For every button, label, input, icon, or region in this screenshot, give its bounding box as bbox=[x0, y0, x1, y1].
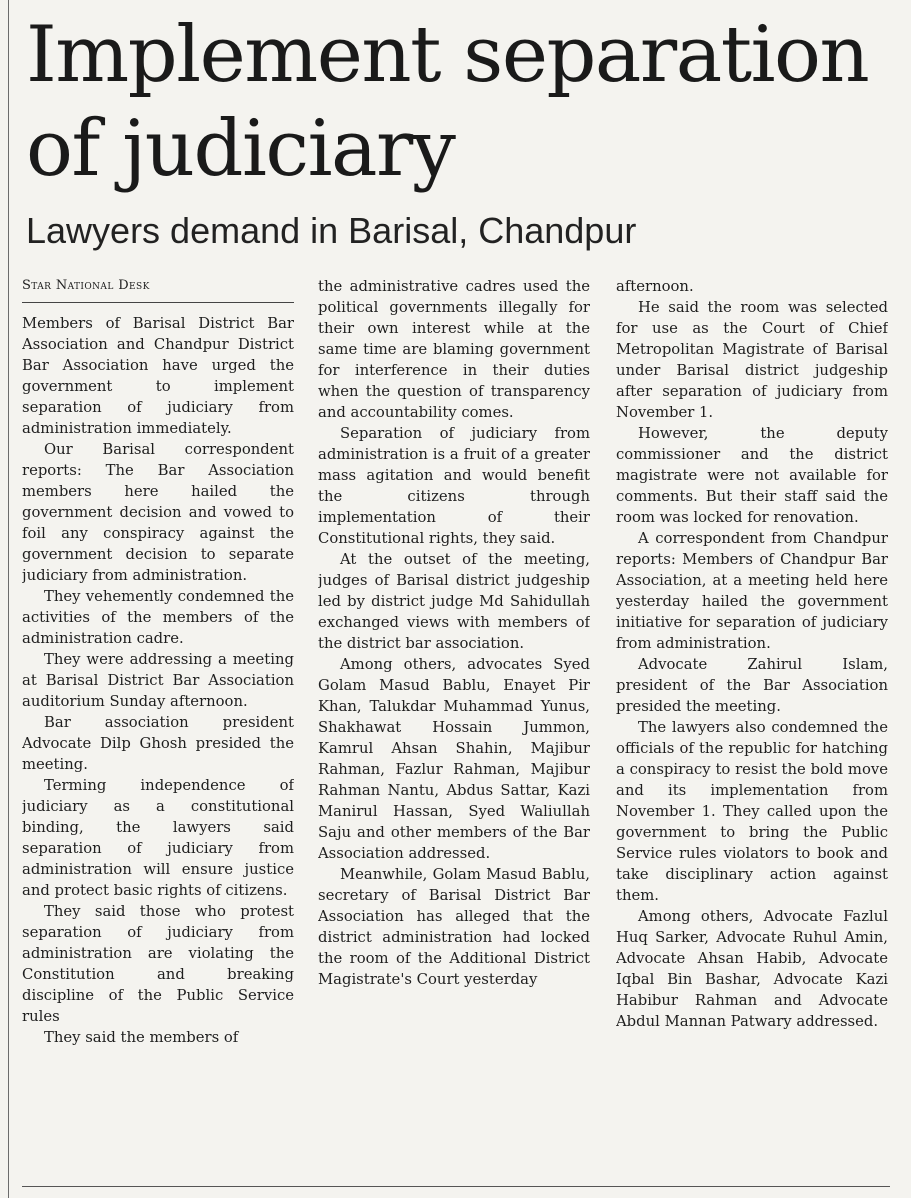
left-column-rule bbox=[8, 0, 9, 1198]
paragraph: They said the members of bbox=[44, 1029, 239, 1046]
column-2 bbox=[318, 276, 590, 1166]
paragraph: They said those who protest separation of judiciary from administration are violating the Constitution and breaking discipline of the Public Service rules bbox=[22, 903, 294, 1025]
paragraph: afternoon. bbox=[616, 278, 694, 295]
paragraph: Terming independence of judiciary as a constitutional binding, the lawyers said separation of judiciary from administration will ensure justice and protect basic rights of citizens. bbox=[22, 777, 294, 899]
paragraph: A correspondent from Chandpur reports: Members of Chandpur Bar Association, at a meeting held here yesterday hailed the government initiative for separation of judiciary from administration. bbox=[616, 530, 888, 652]
paragraph: Members of Barisal District Bar Association and Chandpur District Bar Association have urged the government to implement separation of judiciary from administration immediately. bbox=[22, 315, 294, 437]
column-1 bbox=[22, 276, 294, 1166]
paragraph: Advocate Zahirul Islam, president of the Bar Association presided the meeting. bbox=[616, 656, 888, 715]
article-body bbox=[22, 276, 890, 1166]
paragraph: However, the deputy commissioner and the district magistrate were not available for comments. But their staff said the room was locked for renovation. bbox=[616, 425, 888, 526]
paragraph: They vehemently condemned the activities of the members of the administration cadre. bbox=[22, 588, 294, 647]
paragraph: Our Barisal correspondent reports: The Bar Association members here hailed the government decision and vowed to foil any conspiracy against the government decision to separate judiciary from administration. bbox=[22, 441, 294, 584]
paragraph: They were addressing a meeting at Barisal District Bar Association auditorium Sunday afternoon. bbox=[22, 651, 294, 710]
bottom-rule bbox=[22, 1186, 890, 1187]
paragraph: At the outset of the meeting, judges of Barisal district judgeship led by district judge Md Sahidullah exchanged views with members of the district bar association. bbox=[318, 551, 590, 652]
subheadline: Lawyers demand in Barisal, Chandpur bbox=[26, 210, 637, 251]
paragraph: Separation of judiciary from administration is a fruit of a greater mass agitation and would benefit the citizens through implementation of their Constitutional rights, they said. bbox=[318, 425, 590, 547]
paragraph: Bar association president Advocate Dilp Ghosh presided the meeting. bbox=[22, 714, 294, 773]
byline: Star National Desk bbox=[22, 276, 294, 303]
paragraph: Among others, Advocate Fazlul Huq Sarker, Advocate Ruhul Amin, Advocate Ahsan Habib, Advocate Iqbal Bin Bashar, Advocate Kazi Habibur Rahman and Advocate Abdul Mannan Patwary addressed. bbox=[616, 908, 888, 1030]
headline: Implement separation of judiciary bbox=[26, 10, 869, 194]
paragraph: the administrative cadres used the political governments illegally for their own interest while at the same time are blaming government for interference in their duties when the question of transparency and accountability comes. bbox=[318, 278, 590, 421]
paragraph: The lawyers also condemned the officials of the republic for hatching a conspiracy to resist the bold move and its implementation from November 1. They called upon the government to bring the Public Service rules violators to book and take disciplinary action against them. bbox=[616, 719, 888, 904]
column-3 bbox=[616, 276, 888, 1166]
paragraph: Meanwhile, Golam Masud Bablu, secretary of Barisal District Bar Association has alleged that the district administration had locked the room of the Additional District Magistrate's Court yesterday bbox=[318, 866, 590, 988]
paragraph: He said the room was selected for use as the Court of Chief Metropolitan Magistrate of Barisal under Barisal district judgeship after separation of judiciary from November 1. bbox=[616, 299, 888, 421]
paragraph: Among others, advocates Syed Golam Masud Bablu, Enayet Pir Khan, Talukdar Muhammad Yunus, Shakhawat Hossain Jummon, Kamrul Ahsan Shahin, Majibur Rahman, Fazlur Rahman, Majibur Rahman Nantu, Abdus Sattar, Kazi Manirul Hassan, Syed Waliullah Saju and other members of the Bar Association addressed. bbox=[318, 656, 590, 862]
